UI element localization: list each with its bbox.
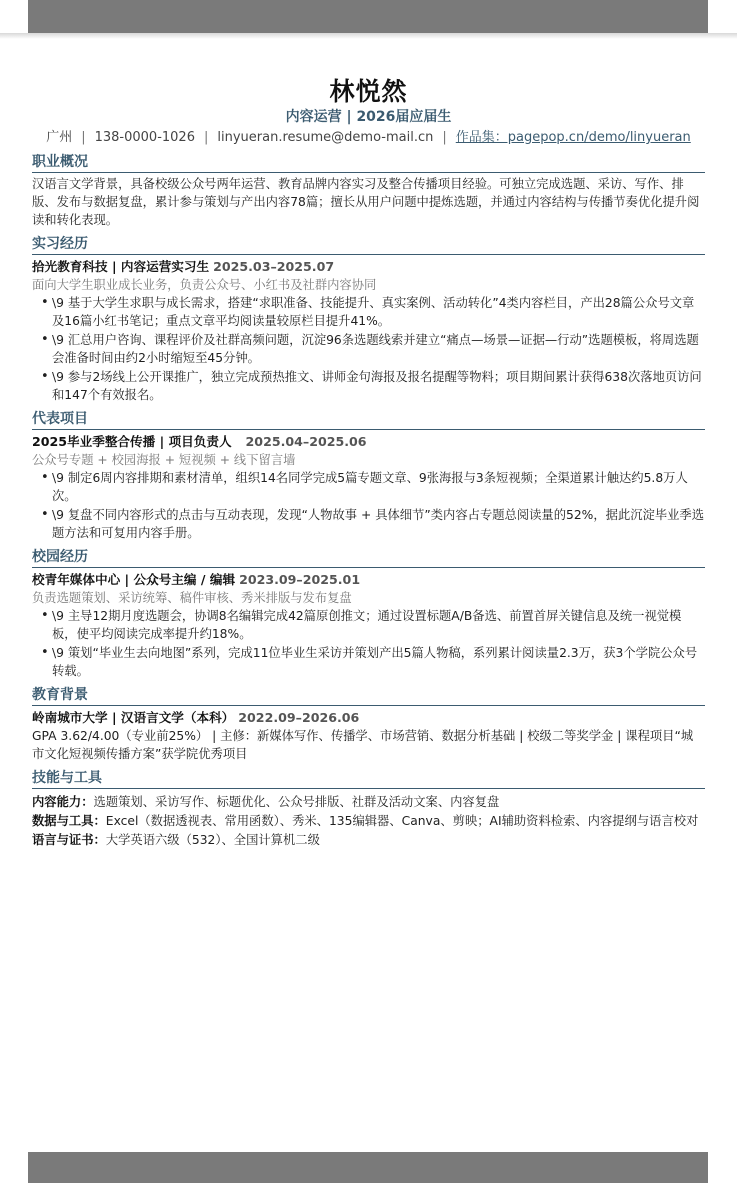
viewer-top-margin (0, 0, 737, 33)
skill-row (32, 831, 705, 849)
list-item (32, 331, 705, 367)
bullet-icon: • (41, 645, 49, 660)
candidate-subtitle: 内容运营 | 2026届应届生 (285, 109, 452, 125)
bullet-text: \9 参与2场线上公开课推广，独立完成预热推文、讲师金句海报及报名提醒等物料；项目期间累计获得638次落地页访问和147个有效报名。 (52, 370, 702, 402)
skill-text: 选题策划、采访写作、标题优化、公众号排版、社群及活动文案、内容复盘 (93, 795, 500, 809)
skill-label: 数据与工具： (32, 814, 106, 828)
list-item (32, 294, 705, 330)
section-title-skills: 技能与工具 (32, 769, 705, 789)
bullet-text: \9 基于大学生求职与成长需求，搭建“求职准备、技能提升、真实案例、活动转化”4类内容栏目，产出28篇公众号文章及16篇小红书笔记；重点文章平均阅读量较原栏目提升41%。 (52, 296, 695, 328)
skill-label: 内容能力： (32, 795, 94, 809)
skill-text: 大学英语六级（532）、全国计算机二级 (105, 833, 320, 847)
summary-text: 汉语言文学背景，具备校级公众号两年运营、教育品牌内容实习及整合传播项目经验。可独立完成选题、采访、写作、排版、发布与数据复盘，累计参与策划与产出内容78篇；擅长从用户问题中提炼选题，并通过内容结构与传播节奏优化提升阅读和转化表现。 (32, 177, 700, 227)
project-entry-title (32, 433, 705, 451)
section-title-project: 代表项目 (32, 410, 705, 430)
education-date: 2022.09–2026.06 (238, 710, 360, 725)
bullet-text: \9 复盘不同内容形式的点击与互动表现，发现“人物故事 + 具体细节”类内容占专题总阅读量的52%，据此沉淀毕业季选题方法和可复用内容手册。 (52, 508, 705, 540)
section-title-campus: 校园经历 (32, 548, 705, 568)
bullet-icon: • (41, 369, 49, 384)
list-item (32, 506, 705, 542)
internship-bullets (32, 294, 705, 404)
campus-date: 2023.09–2025.01 (239, 572, 361, 587)
bullet-icon: • (41, 470, 49, 485)
next-page-edge (28, 1152, 708, 1183)
separator: | (203, 130, 209, 145)
project-date: 2025.04–2025.06 (245, 434, 367, 449)
portfolio-link[interactable]: 作品集：pagepop.cn/demo/linyueran (455, 130, 691, 145)
section-title-education: 教育背景 (32, 686, 705, 706)
bullet-icon: • (41, 295, 49, 310)
skill-row (32, 812, 705, 830)
bullet-text: \9 主导12期月度选题会，协调8名编辑完成42篇原创推文；通过设置标题A/B备选、前置首屏关键信息及统一视觉模板，使平均阅读完成率提升约18%。 (52, 609, 682, 641)
viewer-bottom-margin (0, 1152, 737, 1183)
resume-content (32, 33, 705, 849)
project-bullets (32, 469, 705, 542)
list-item (32, 469, 705, 505)
bullet-text: \9 制定6周内容排期和素材清单，组织14名同学完成5篇专题文章、9张海报与3条短视频；全渠道累计触达约5.8万人次。 (52, 471, 688, 503)
resume-header (32, 77, 705, 147)
project-title: 2025毕业季整合传播 | 项目负责人 (32, 434, 232, 449)
campus-title: 校青年媒体中心 | 公众号主编 / 编辑 (32, 572, 236, 587)
internship-date: 2025.03–2025.07 (213, 259, 335, 274)
section-title-internship: 实习经历 (32, 235, 705, 255)
section-title-summary: 职业概况 (32, 153, 705, 173)
contact-line (32, 129, 705, 147)
bullet-icon: • (41, 608, 49, 623)
list-item (32, 368, 705, 404)
bullet-icon: • (41, 507, 49, 522)
campus-entry-title (32, 571, 705, 589)
candidate-name: 林悦然 (329, 77, 408, 106)
bullet-text: \9 策划“毕业生去向地图”系列，完成11位毕业生采访并策划产出5篇人物稿，系列累计阅读量2.3万，获3个学院公众号转载。 (52, 646, 698, 678)
internship-entry-title (32, 258, 705, 276)
location-text: 广州 (46, 130, 73, 145)
separator: | (442, 130, 447, 145)
internship-title: 拾光教育科技 | 内容运营实习生 (32, 259, 210, 274)
list-item (32, 644, 705, 680)
separator: | (81, 130, 86, 145)
skill-row (32, 793, 705, 811)
education-details: GPA 3.62/4.00（专业前25%） | 主修：新媒体写作、传播学、市场营销、数据分析基础 | 校级二等奖学金 | 课程项目“城市文化短视频传播方案”获学院优秀项目 (32, 729, 694, 761)
skill-label: 语言与证书： (32, 833, 106, 847)
campus-subtitle: 负责选题策划、采访统筹、稿件审核、秀米排版与发布复盘 (32, 591, 352, 605)
phone-text: 138-0000-1026 (94, 130, 195, 145)
bullet-text: \9 汇总用户咨询、课程评价及社群高频问题，沉淀96条选题线索并建立“痛点—场景—证据—行动”选题模板，将周选题会准备时间由约2小时缩短至45分钟。 (52, 333, 699, 365)
bullet-icon: • (41, 332, 49, 347)
education-title: 岭南城市大学 | 汉语言文学（本科） (32, 710, 235, 725)
skill-text: Excel（数据透视表、常用函数）、秀米、135编辑器、Canva、剪映；AI辅助资料检索、内容提纲与语言校对 (105, 814, 699, 828)
internship-subtitle: 面向大学生职业成长业务，负责公众号、小红书及社群内容协同 (32, 278, 377, 292)
email-text: linyueran.resume@demo-mail.cn (217, 130, 434, 145)
list-item (32, 607, 705, 643)
previous-page-edge (28, 0, 708, 33)
resume-page (0, 33, 737, 1152)
education-entry-title (32, 709, 705, 727)
project-subtitle: 公众号专题 + 校园海报 + 短视频 + 线下留言墙 (32, 453, 296, 467)
campus-bullets (32, 607, 705, 680)
